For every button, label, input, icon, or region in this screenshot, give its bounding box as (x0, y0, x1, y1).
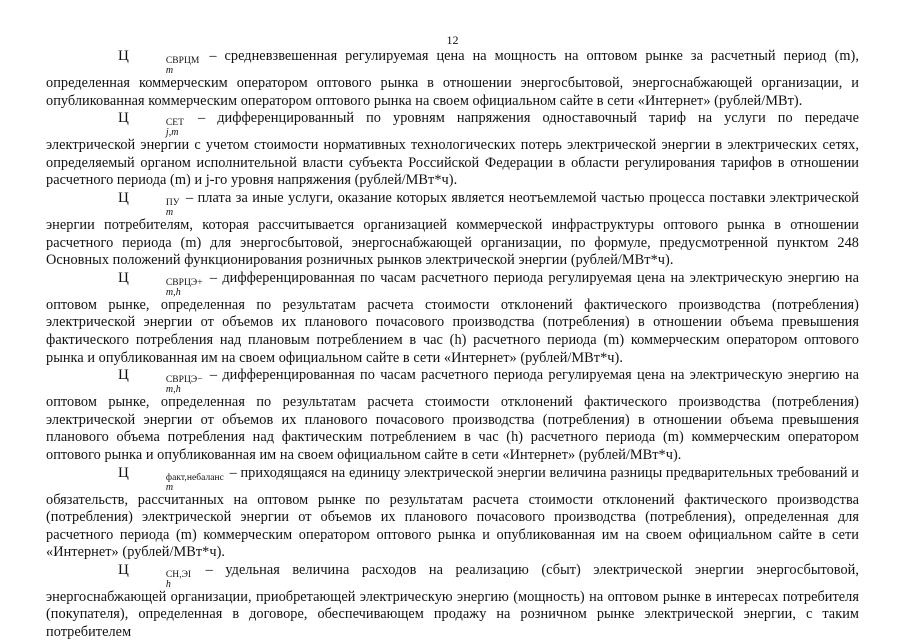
symbol-svrcm (82, 48, 199, 75)
symbol-subscript: m (165, 65, 174, 76)
symbol-subscript: m (165, 206, 174, 218)
symbol-superscript: СВРЦЭ+ (165, 277, 203, 288)
symbol-superscript: СЕТ (165, 118, 184, 129)
definition-fakt-nebalans (46, 465, 859, 562)
definition-text: – средневзвешенная регулируемая цена на мощность на оптовом рынке за расчетный период (m), определенная коммерческим оператором оптового рынка в отношении энергосбытовой, энергоснабжающей организации, и опубликованная коммерческим оператором оптового рынка на своем официальном сайте в сети «Интернет» (рублей/МВт). (46, 48, 859, 109)
symbol-pu (82, 190, 180, 217)
symbol-subscript: j,m (165, 127, 179, 139)
definition-svrce-plus (46, 270, 859, 367)
symbol-scripts (130, 119, 184, 137)
definition-set (46, 110, 859, 190)
definition-text: – плата за иные услуги, оказание которых является неотъемлемой частью процесса поставки электрической энергии потребителям, которая рассчитывается организацией коммерческой инфраструктуры оптового рынка в отношении расчетного периода (m) для энергосбытовой, энергоснабжающей организации, по формуле, предусмотренной пунктом 248 Основных положений функционирования розничных рынков электрической энергии (рублей/МВт*ч). (46, 189, 860, 269)
symbol-subscript: m (165, 481, 174, 493)
definition-text: – удельная величина расходов на реализацию (сбыт) электрической энергии энергосбытовой, энергоснабжающей организации, приобретающей электрическую энергию (мощность) на оптовом рынке в интересах потребителя (покупателя), определенная в договоре, обеспечивающем продажу на розничном рынке электрической энергии, с таким потребителем (46, 561, 860, 641)
symbol-subscript: m,h (165, 286, 181, 298)
definition-svrcm (46, 48, 859, 110)
symbol-scripts (130, 571, 191, 589)
symbol-svrce-minus (82, 367, 203, 394)
symbol-base: Ц (118, 561, 129, 578)
symbol-base: Ц (118, 269, 129, 286)
definition-text: – приходящаяся на единицу электрической энергии величина разницы предварительных требований и обязательств, рассчитанных на оптовом рынке по результатам расчета стоимости отклонений фактического производства (потребления) электрической энергии от объемов их планового почасового производства (потребления), определенная для расчетного периода (m) коммерческим оператором оптового рынка и опубликованная им на своем официальном сайте в сети «Интернет» (рублей/МВт*ч). (46, 464, 859, 561)
symbol-subscript: m,h (165, 384, 181, 396)
definitions-list (46, 48, 859, 642)
definition-svrce-minus (46, 367, 859, 464)
symbol-sn-ei (82, 562, 191, 589)
symbol-scripts (130, 199, 180, 217)
symbol-superscript: факт,небаланс (165, 472, 224, 483)
symbol-superscript: СВРЦЭ− (165, 375, 203, 386)
symbol-scripts (130, 57, 200, 75)
symbol-scripts (130, 376, 203, 394)
definition-text: – дифференцированная по часам расчетного периода регулируемая цена на электрическую энергию на оптовом рынке, определенная по результатам расчета стоимости отклонений фактического производства (потребления) электрической энергии от объемов их планового почасового производства (потребления) в отношении объема превышения фактического потребления над плановым потреблением в час (h) расчетного периода (m) коммерческим оператором оптового рынка и опубликованная им на своем официальном сайте в сети «Интернет» (рублей/МВт*ч). (46, 269, 859, 366)
symbol-base: Ц (118, 189, 129, 206)
symbol-superscript: ПУ (165, 197, 180, 208)
definition-sn-ei (46, 562, 859, 642)
symbol-subscript: h (165, 578, 171, 590)
definition-text: – дифференцированная по часам расчетного периода регулируемая цена на электрическую энергию на оптовом рынке, определенная по результатам расчета стоимости отклонений фактического производства (потребления) электрической энергии от объемов их планового почасового производства (потребления) в отношении объема превышения планового объема потребления над фактическим потреблением в час (h) расчетного периода (m) коммерческим оператором оптового рынка и опубликованная им на своем официальном сайте в сети «Интернет» (рублей/МВт*ч). (46, 367, 859, 463)
symbol-superscript: СВРЦМ (165, 56, 200, 66)
symbol-set (82, 110, 184, 137)
symbol-svrce-plus (82, 270, 203, 297)
symbol-scripts (130, 279, 203, 297)
definition-text: – дифференцированный по уровням напряжения одноставочный тариф на услуги по передаче электрической энергии с учетом стоимости нормативных технологических потерь электрической энергии в электрических сетях, определяемый органом исполнительной власти субъекта Российской Федерации в области регулирования тарифов в отношении расчетного периода (m) и j-го уровня напряжения (рублей/МВт*ч). (46, 110, 860, 189)
definition-pu (46, 190, 859, 270)
page-number: 12 (446, 33, 459, 47)
symbol-superscript: СН,ЭІ (165, 569, 192, 580)
symbol-base: Ц (118, 110, 129, 127)
symbol-fakt-nebalans (82, 465, 224, 492)
symbol-scripts (130, 474, 224, 492)
symbol-base: Ц (118, 367, 129, 384)
symbol-base: Ц (118, 464, 129, 481)
symbol-base: Ц (118, 48, 129, 64)
